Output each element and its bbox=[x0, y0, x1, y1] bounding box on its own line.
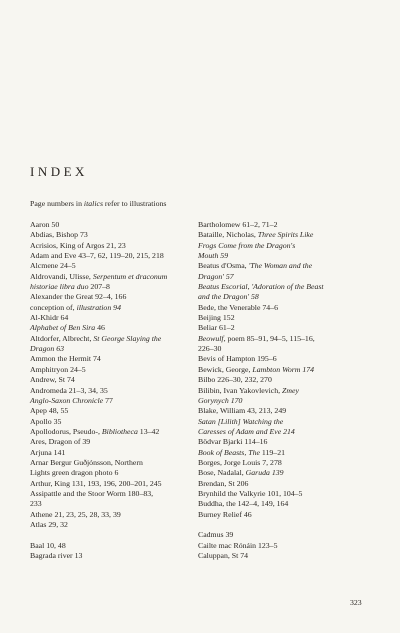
index-entry bbox=[30, 251, 187, 261]
index-entry bbox=[30, 551, 187, 561]
index-entry-line: Alexander the Great 92–4, 166 bbox=[30, 292, 127, 302]
index-entry bbox=[198, 230, 370, 261]
index-entry-line: Dragon 63 bbox=[30, 344, 65, 354]
index-title: INDEX bbox=[30, 164, 88, 179]
index-entry-line: 226–30 bbox=[198, 344, 222, 354]
index-entry bbox=[30, 458, 187, 479]
index-entry-line: Bataille, Nicholas, Three Spirits Like bbox=[198, 230, 314, 240]
index-entry-line: Buddha, the 142–4, 149, 164 bbox=[198, 499, 289, 509]
index-entry bbox=[198, 220, 370, 230]
intro-text-italic: italics bbox=[83, 199, 103, 208]
index-intro bbox=[30, 199, 166, 208]
index-entry-line: Andrew, St 74 bbox=[30, 375, 75, 385]
index-entry bbox=[30, 323, 187, 333]
index-entry-line: Alphabet of Ben Sira 46 bbox=[30, 323, 105, 333]
index-entry-line: Cailte mac Rónáin 123–5 bbox=[198, 540, 278, 550]
index-entry-line: Lights green dragon photo 6 bbox=[30, 468, 119, 478]
index-entry bbox=[198, 365, 370, 375]
index-entry-line: Al-Khidr 64 bbox=[30, 313, 69, 323]
index-entry bbox=[198, 354, 370, 364]
index-entry-line: Bede, the Venerable 74–6 bbox=[198, 302, 278, 312]
page-number: 323 bbox=[350, 598, 362, 607]
index-entry-line: Bevis of Hampton 195–6 bbox=[198, 354, 277, 364]
index-entry bbox=[30, 220, 187, 230]
index-entry bbox=[30, 365, 187, 375]
index-entry-line: Bewick, George, Lambton Worm 174 bbox=[198, 364, 315, 374]
index-entry-line: Aaron 50 bbox=[30, 220, 60, 229]
index-entry bbox=[198, 375, 370, 385]
index-entry-line: Arnar Bergur Guðjónsson, Northern bbox=[30, 457, 143, 467]
index-entry-line: Abdias, Bishop 73 bbox=[30, 230, 88, 240]
index-entry-line: Satan [Lilith] Watching the bbox=[198, 416, 284, 426]
index-entry bbox=[30, 510, 187, 520]
index-entry-line: Burney Relief 46 bbox=[198, 509, 252, 519]
index-entry bbox=[198, 499, 370, 509]
index-entry-line: Acrisios, King of Argos 21, 23 bbox=[30, 240, 126, 250]
index-entry bbox=[198, 437, 370, 447]
index-entry bbox=[198, 386, 370, 407]
index-entry-line: 233 bbox=[30, 499, 42, 509]
index-entry bbox=[30, 427, 187, 437]
index-entry-line: Andromeda 21–3, 34, 35 bbox=[30, 385, 108, 395]
index-entry-line: Caluppan, St 74 bbox=[198, 551, 249, 560]
index-entry-line: conception of, illustration 94 bbox=[30, 302, 121, 312]
index-entry-line: Ammon the Hermit 74 bbox=[30, 354, 101, 364]
index-entry bbox=[198, 334, 370, 355]
index-entry-line: Dragon' 57 bbox=[198, 271, 234, 281]
index-entry-line: and the Dragon' 58 bbox=[198, 292, 259, 302]
index-entry bbox=[198, 551, 370, 561]
index-entry bbox=[30, 448, 187, 458]
index-entry-line: Alcmene 24–5 bbox=[30, 261, 76, 271]
index-column-left bbox=[30, 220, 187, 561]
index-entry-line: Beatus d'Osma, 'The Woman and the bbox=[198, 261, 313, 271]
index-entry-line: Arthur, King 131, 193, 196, 200–201, 245 bbox=[30, 478, 162, 488]
index-entry-line: Aldrovandi, Ulisse, Serpentum et draconum bbox=[30, 271, 168, 281]
index-entry-line: Beatus Escorial, 'Adoration of the Beast bbox=[198, 282, 324, 292]
index-entry-line: Beliar 61–2 bbox=[198, 323, 235, 333]
index-entry-line: Assipattle and the Stoor Worm 180–83, bbox=[30, 488, 154, 498]
index-entry bbox=[30, 354, 187, 364]
index-entry bbox=[30, 292, 187, 313]
index-entry bbox=[30, 386, 187, 396]
index-entry-line: Adam and Eve 43–7, 62, 119–20, 215, 218 bbox=[30, 251, 164, 261]
index-entry bbox=[30, 230, 187, 240]
index-entry-line: Baal 10, 48 bbox=[30, 540, 66, 550]
index-entry bbox=[198, 489, 370, 499]
index-entry-line: Brendan, St 206 bbox=[198, 478, 249, 488]
index-entry-line: Bagrada river 13 bbox=[30, 551, 83, 560]
index-entry-line: Anglo-Saxon Chronicle 77 bbox=[30, 395, 113, 405]
index-entry-line: Mouth 59 bbox=[198, 251, 229, 261]
intro-text-start: Page numbers in bbox=[30, 199, 84, 208]
index-entry bbox=[198, 406, 370, 437]
index-entry-line: Bartholomew 61–2, 71–2 bbox=[198, 220, 278, 229]
index-entry bbox=[30, 261, 187, 271]
index-entry bbox=[30, 313, 187, 323]
index-entry-line: Beijing 152 bbox=[198, 313, 235, 323]
index-entry bbox=[30, 406, 187, 416]
index-entry bbox=[30, 396, 187, 406]
index-entry bbox=[198, 530, 370, 540]
index-entry-line: Borges, Jorge Louis 7, 278 bbox=[198, 457, 282, 467]
index-entry bbox=[30, 437, 187, 447]
index-entry bbox=[30, 241, 187, 251]
index-entry-line: Brynhild the Valkyrie 101, 104–5 bbox=[198, 488, 303, 498]
index-entry bbox=[198, 479, 370, 489]
index-entry-line: Amphitryon 24–5 bbox=[30, 364, 86, 374]
index-entry bbox=[198, 458, 370, 468]
index-entry-line: Apep 48, 55 bbox=[30, 406, 69, 416]
index-entry bbox=[30, 541, 187, 551]
index-entry-line: Bose, Nadalal, Garuda 139 bbox=[198, 468, 284, 478]
index-entry bbox=[198, 323, 370, 333]
index-entry-line: Caresses of Adam and Eve 214 bbox=[198, 426, 295, 436]
index-column-right bbox=[198, 220, 370, 561]
index-entry bbox=[198, 282, 370, 303]
index-entry bbox=[30, 375, 187, 385]
index-entry bbox=[198, 468, 370, 478]
index-entry-line: Atlas 29, 32 bbox=[30, 519, 68, 529]
index-entry-line: Frogs Come from the Dragon's bbox=[198, 240, 296, 250]
index-entry-line: Blake, William 43, 213, 249 bbox=[198, 406, 287, 416]
index-entry bbox=[198, 448, 370, 458]
index-entry bbox=[30, 489, 187, 510]
index-entry-line: Book of Beasts, The 119–21 bbox=[198, 447, 285, 457]
index-entry-line: Altdorfer, Albrecht, St George Slaying the bbox=[30, 333, 162, 343]
index-entry-line: Bödvar Bjarki 114–16 bbox=[198, 437, 268, 447]
index-entry-line: Bilibin, Ivan Yakovlevich, Zmey bbox=[198, 385, 299, 395]
index-entry-line: Ares, Dragon of 39 bbox=[30, 437, 91, 447]
index-entry-line: historiae libra duo 207–8 bbox=[30, 282, 110, 292]
index-entry-line: Cadmus 39 bbox=[198, 530, 234, 540]
index-entry-line: Beowulf, poem 85–91, 94–5, 115–16, bbox=[198, 333, 315, 343]
index-entry-line: Gorynych 170 bbox=[198, 395, 243, 405]
intro-text-end: refer to illustrations bbox=[102, 199, 167, 208]
index-entry bbox=[30, 272, 187, 293]
index-entry bbox=[198, 313, 370, 323]
index-entry bbox=[198, 261, 370, 282]
index-entry-line: Apollodorus, Pseudo-, Bibliotheca 13–42 bbox=[30, 426, 160, 436]
index-entry bbox=[30, 417, 187, 427]
index-entry bbox=[198, 303, 370, 313]
index-entry bbox=[198, 510, 370, 520]
index-entry-line: Athene 21, 23, 25, 28, 33, 39 bbox=[30, 509, 121, 519]
index-entry bbox=[30, 520, 187, 530]
index-entry-line: Apollo 35 bbox=[30, 416, 62, 426]
index-entry bbox=[30, 479, 187, 489]
index-entry-line: Bilbo 226–30, 232, 270 bbox=[198, 375, 272, 385]
index-entry bbox=[198, 541, 370, 551]
index-entry bbox=[30, 334, 187, 355]
index-entry-line: Arjuna 141 bbox=[30, 447, 66, 457]
